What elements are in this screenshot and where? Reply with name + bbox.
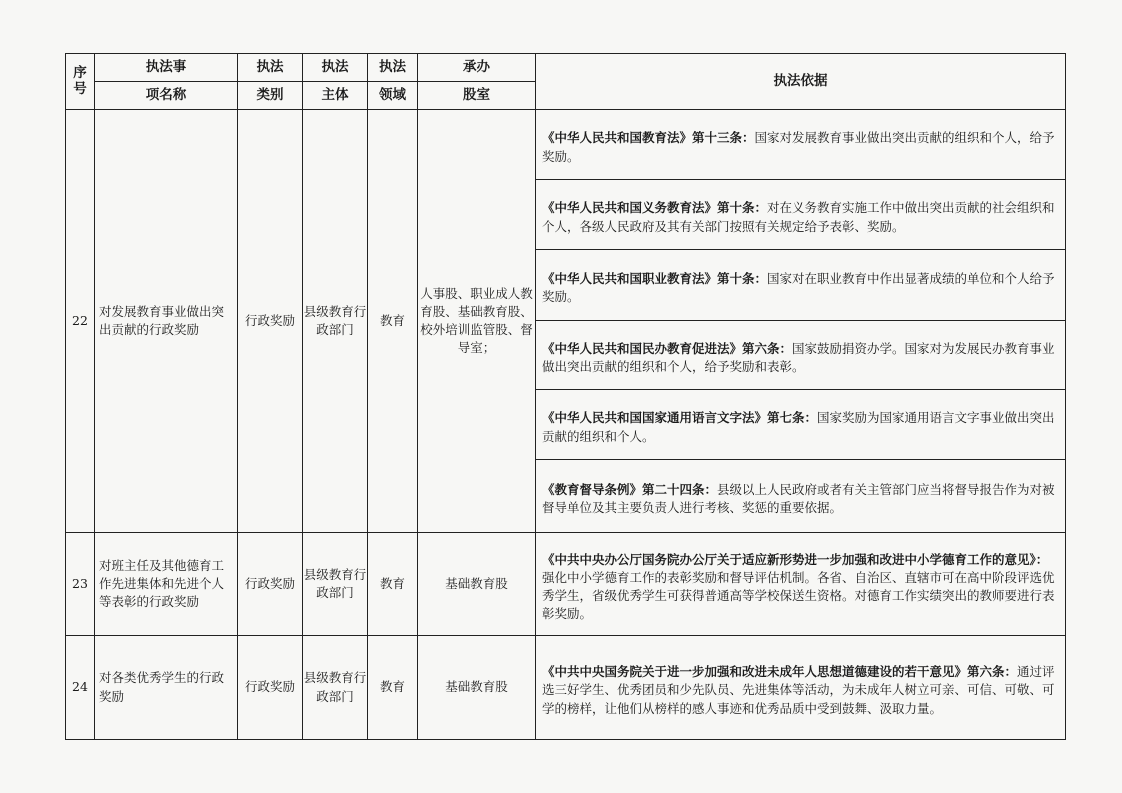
basis-law: 《中共中央办公厅国务院办公厅关于适应新形势进一步加强和改进中小学德育工作的意见》 xyxy=(542,551,1036,567)
row-item-name: 对各类优秀学生的行政奖励 xyxy=(95,636,238,740)
basis-article: 第十条： xyxy=(717,270,768,286)
header-dept-top: 承办 xyxy=(418,54,536,82)
basis-text: 国家对在职业教育中作出显著成绩的单位和个人给予奖励。 xyxy=(542,270,1055,304)
basis-law: 《教育督导条例》 xyxy=(542,481,643,497)
basis-text: 国家鼓励捐资办学。国家对为发展民办教育事业做出突出贡献的组织和个人，给予奖励和表彰。 xyxy=(542,340,1055,374)
basis-cell xyxy=(536,110,1066,180)
header-seq-text: 序号 xyxy=(73,64,87,97)
basis-cell xyxy=(536,636,1066,740)
row-dept: 人事股、职业成人教育股、基础教育股、校外培训监管股、督导室； xyxy=(418,110,536,533)
row-subject: 县级教育行政部门 xyxy=(303,636,368,740)
basis-article: 第十条： xyxy=(717,200,768,216)
row-item-name: 对发展教育事业做出突出贡献的行政奖励 xyxy=(95,110,238,533)
row-seq: 22 xyxy=(66,110,95,533)
table-row xyxy=(66,636,1066,740)
basis-cell xyxy=(536,460,1066,533)
basis-article: 第六条： xyxy=(967,664,1018,680)
row-dept: 基础教育股 xyxy=(418,636,536,740)
basis-cell xyxy=(536,250,1066,321)
row-field: 教育 xyxy=(368,636,418,740)
header-seq xyxy=(66,54,95,110)
row-item-name: 对班主任及其他德育工作先进集体和先进个人等表彰的行政奖励 xyxy=(95,533,238,636)
basis-law: 《中华人民共和国职业教育法》 xyxy=(542,270,718,286)
basis-text: 国家对发展教育事业做出突出贡献的组织和个人，给予奖励。 xyxy=(542,130,1055,164)
header-field-bottom: 领域 xyxy=(368,82,418,110)
row-subject: 县级教育行政部门 xyxy=(303,110,368,533)
basis-text: 通过评选三好学生、优秀团员和少先队员、先进集体等活动，为未成年人树立可亲、可信、可敬、可学的榜样，让他们从榜样的感人事迹和优秀品质中受到鼓舞、汲取力量。 xyxy=(542,664,1055,716)
row-seq: 24 xyxy=(66,636,95,740)
basis-text: 国家奖励为国家通用语言文字事业做出突出贡献的组织和个人。 xyxy=(542,410,1055,444)
enforcement-table xyxy=(65,53,1066,740)
basis-cell xyxy=(536,180,1066,250)
header-name-bottom: 项名称 xyxy=(95,82,238,110)
basis-text: 县级以上人民政府或者有关主管部门应当将督导报告作为对被督导单位及其主要负责人进行考核、奖惩的重要依据。 xyxy=(542,481,1055,515)
header-type-top: 执法 xyxy=(238,54,303,82)
basis-text: 对在义务教育实施工作中做出突出贡献的社会组织和个人，各级人民政府及其有关部门按照有关规定给予表彰、奖励。 xyxy=(542,200,1055,234)
header-subject-bottom: 主体 xyxy=(303,82,368,110)
basis-cell xyxy=(536,533,1066,636)
table-row xyxy=(66,110,1066,180)
basis-law: 《中共中央国务院关于进一步加强和改进未成年人思想道德建设的若干意见》 xyxy=(542,664,968,680)
header-field-top: 执法 xyxy=(368,54,418,82)
header-row-top xyxy=(66,54,1066,82)
header-subject-top: 执法 xyxy=(303,54,368,82)
basis-article: 第二十四条： xyxy=(642,481,718,497)
header-type-bottom: 类别 xyxy=(238,82,303,110)
row-field: 教育 xyxy=(368,110,418,533)
basis-law: 《中华人民共和国国家通用语言文字法》 xyxy=(542,410,768,426)
row-type: 行政奖励 xyxy=(238,636,303,740)
row-dept: 基础教育股 xyxy=(418,533,536,636)
basis-article: 第六条： xyxy=(742,340,793,356)
row-type: 行政奖励 xyxy=(238,110,303,533)
row-seq: 23 xyxy=(66,533,95,636)
row-type: 行政奖励 xyxy=(238,533,303,636)
basis-text: 强化中小学德育工作的表彰奖励和督导评估机制。各省、自治区、直辖市可在高中阶段评选优秀学生，省级优秀学生可获得普通高等学校保送生资格。对德育工作实绩突出的教师要进行表彰奖励。 xyxy=(542,569,1055,622)
basis-law: 《中华人民共和国义务教育法》 xyxy=(542,200,718,216)
basis-cell xyxy=(536,390,1066,460)
basis-law: 《中华人民共和国教育法》 xyxy=(542,130,693,146)
basis-cell xyxy=(536,321,1066,390)
basis-article: 第七条： xyxy=(767,410,818,426)
basis-law: 《中华人民共和国民办教育促进法》 xyxy=(542,340,743,356)
header-dept-bottom: 股室 xyxy=(418,82,536,110)
header-basis: 执法依据 xyxy=(536,54,1066,110)
basis-article: ： xyxy=(1035,551,1049,567)
row-subject: 县级教育行政部门 xyxy=(303,533,368,636)
basis-article: 第十三条： xyxy=(692,130,755,146)
row-field: 教育 xyxy=(368,533,418,636)
table-row xyxy=(66,533,1066,636)
header-name-top: 执法事 xyxy=(95,54,238,82)
